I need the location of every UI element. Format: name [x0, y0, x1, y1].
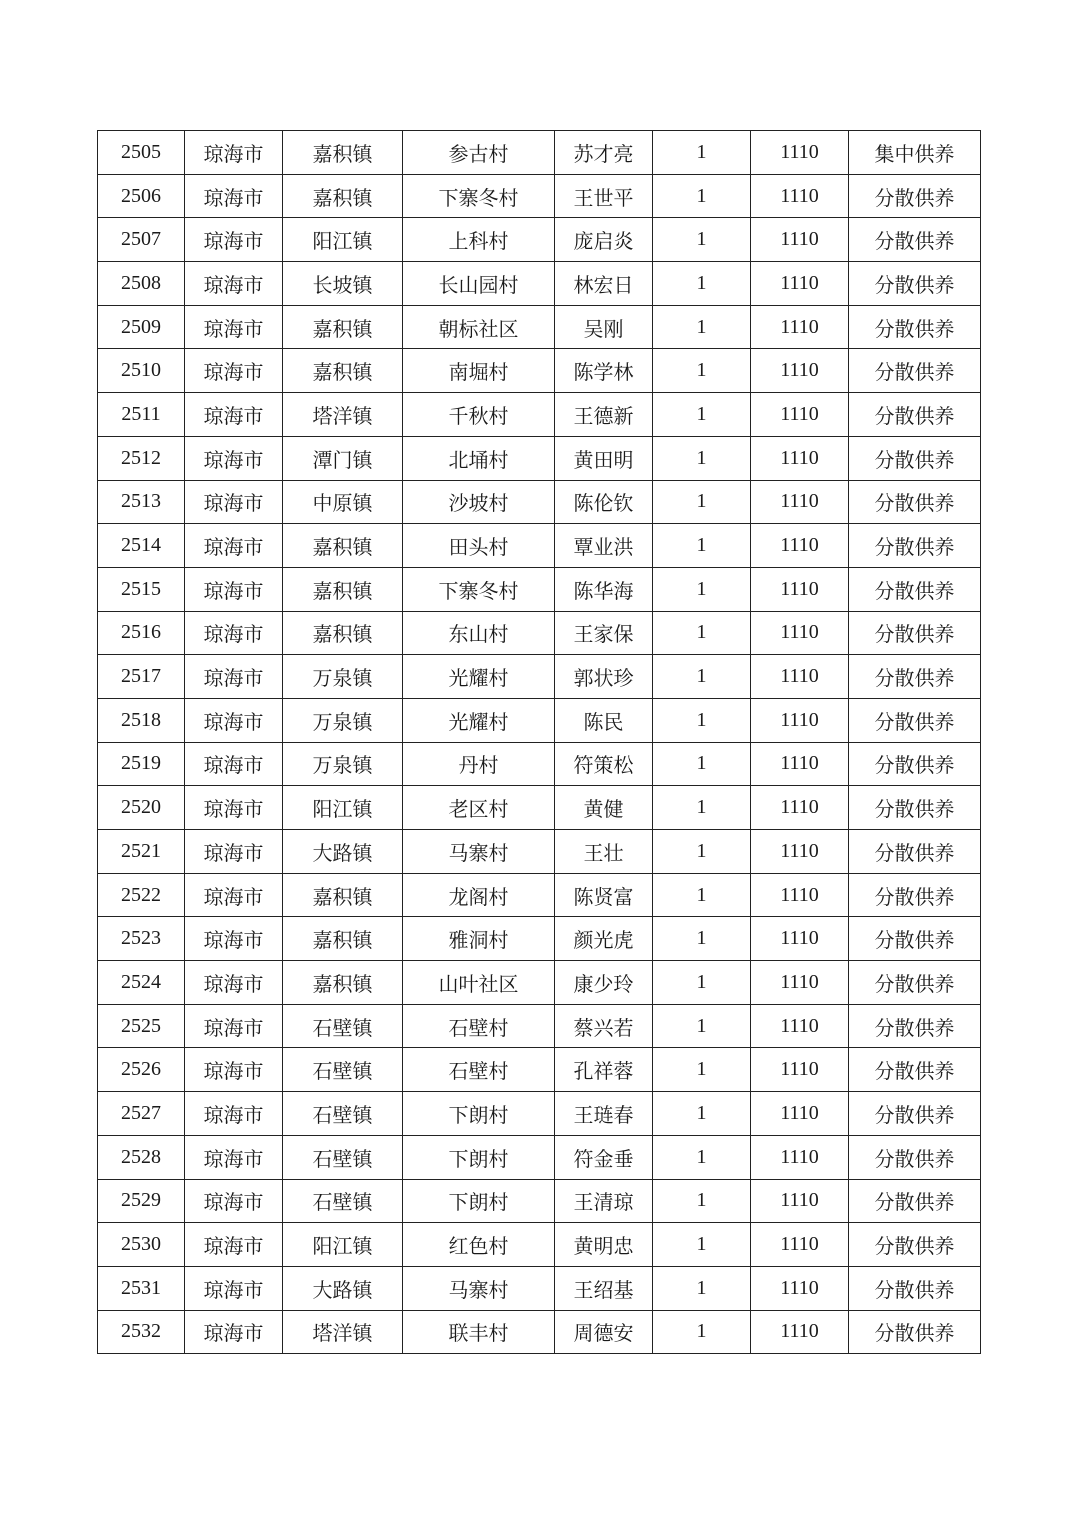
cell-amount: 1110 — [751, 961, 849, 1005]
cell-support-type: 分散供养 — [849, 611, 981, 655]
cell-city: 琼海市 — [185, 393, 283, 437]
cell-name: 陈学林 — [555, 349, 653, 393]
cell-village: 下寨冬村 — [403, 567, 555, 611]
cell-town: 阳江镇 — [283, 1223, 403, 1267]
cell-name: 颜光虎 — [555, 917, 653, 961]
table-row — [98, 655, 981, 699]
cell-count: 1 — [653, 1179, 751, 1223]
cell-count: 1 — [653, 349, 751, 393]
table-row — [98, 305, 981, 349]
cell-town: 大路镇 — [283, 1266, 403, 1310]
cell-town: 嘉积镇 — [283, 961, 403, 1005]
cell-village: 长山园村 — [403, 262, 555, 306]
cell-village: 千秋村 — [403, 393, 555, 437]
cell-city: 琼海市 — [185, 655, 283, 699]
cell-amount: 1110 — [751, 174, 849, 218]
cell-town: 万泉镇 — [283, 698, 403, 742]
cell-town: 万泉镇 — [283, 742, 403, 786]
cell-amount: 1110 — [751, 567, 849, 611]
table-row — [98, 131, 981, 175]
cell-village: 马寨村 — [403, 830, 555, 874]
table-row — [98, 1135, 981, 1179]
cell-city: 琼海市 — [185, 1223, 283, 1267]
cell-city: 琼海市 — [185, 873, 283, 917]
cell-name: 王绍基 — [555, 1266, 653, 1310]
cell-support-type: 分散供养 — [849, 1135, 981, 1179]
cell-city: 琼海市 — [185, 961, 283, 1005]
cell-name: 王世平 — [555, 174, 653, 218]
cell-amount: 1110 — [751, 917, 849, 961]
cell-row-number: 2522 — [98, 873, 185, 917]
cell-amount: 1110 — [751, 698, 849, 742]
cell-city: 琼海市 — [185, 1092, 283, 1136]
cell-village: 北埇村 — [403, 436, 555, 480]
cell-row-number: 2507 — [98, 218, 185, 262]
cell-row-number: 2512 — [98, 436, 185, 480]
cell-village: 石壁村 — [403, 1004, 555, 1048]
cell-support-type: 分散供养 — [849, 524, 981, 568]
cell-name: 陈伦钦 — [555, 480, 653, 524]
cell-count: 1 — [653, 436, 751, 480]
cell-support-type: 分散供养 — [849, 1092, 981, 1136]
cell-city: 琼海市 — [185, 218, 283, 262]
cell-support-type: 分散供养 — [849, 1179, 981, 1223]
cell-support-type: 分散供养 — [849, 174, 981, 218]
cell-count: 1 — [653, 742, 751, 786]
table-row — [98, 567, 981, 611]
cell-row-number: 2508 — [98, 262, 185, 306]
cell-name: 黄明忠 — [555, 1223, 653, 1267]
cell-support-type: 分散供养 — [849, 1223, 981, 1267]
cell-count: 1 — [653, 1223, 751, 1267]
cell-row-number: 2510 — [98, 349, 185, 393]
table-row — [98, 611, 981, 655]
cell-amount: 1110 — [751, 305, 849, 349]
cell-count: 1 — [653, 611, 751, 655]
cell-support-type: 分散供养 — [849, 830, 981, 874]
cell-town: 嘉积镇 — [283, 305, 403, 349]
cell-name: 林宏日 — [555, 262, 653, 306]
cell-village: 红色村 — [403, 1223, 555, 1267]
cell-city: 琼海市 — [185, 1266, 283, 1310]
cell-town: 石壁镇 — [283, 1048, 403, 1092]
cell-row-number: 2509 — [98, 305, 185, 349]
cell-village: 雅洞村 — [403, 917, 555, 961]
cell-amount: 1110 — [751, 742, 849, 786]
cell-town: 嘉积镇 — [283, 873, 403, 917]
cell-row-number: 2526 — [98, 1048, 185, 1092]
cell-city: 琼海市 — [185, 698, 283, 742]
table-row — [98, 1310, 981, 1354]
table-row — [98, 917, 981, 961]
cell-amount: 1110 — [751, 1135, 849, 1179]
cell-town: 长坡镇 — [283, 262, 403, 306]
cell-row-number: 2511 — [98, 393, 185, 437]
table-row — [98, 1266, 981, 1310]
cell-count: 1 — [653, 1004, 751, 1048]
cell-town: 嘉积镇 — [283, 917, 403, 961]
table-row — [98, 698, 981, 742]
cell-amount: 1110 — [751, 1004, 849, 1048]
table-body — [98, 131, 981, 1354]
cell-city: 琼海市 — [185, 1004, 283, 1048]
table-row — [98, 873, 981, 917]
table-row — [98, 1223, 981, 1267]
cell-name: 符金垂 — [555, 1135, 653, 1179]
table-row — [98, 786, 981, 830]
cell-support-type: 分散供养 — [849, 917, 981, 961]
cell-town: 阳江镇 — [283, 218, 403, 262]
cell-city: 琼海市 — [185, 524, 283, 568]
cell-row-number: 2523 — [98, 917, 185, 961]
cell-row-number: 2528 — [98, 1135, 185, 1179]
cell-name: 王德新 — [555, 393, 653, 437]
cell-town: 嘉积镇 — [283, 131, 403, 175]
cell-row-number: 2529 — [98, 1179, 185, 1223]
cell-village: 下寨冬村 — [403, 174, 555, 218]
cell-town: 嘉积镇 — [283, 174, 403, 218]
cell-row-number: 2506 — [98, 174, 185, 218]
cell-amount: 1110 — [751, 436, 849, 480]
cell-name: 符策松 — [555, 742, 653, 786]
cell-town: 石壁镇 — [283, 1092, 403, 1136]
cell-village: 朝标社区 — [403, 305, 555, 349]
cell-count: 1 — [653, 305, 751, 349]
table-row — [98, 218, 981, 262]
table-row — [98, 742, 981, 786]
cell-village: 石壁村 — [403, 1048, 555, 1092]
cell-row-number: 2517 — [98, 655, 185, 699]
cell-count: 1 — [653, 1048, 751, 1092]
cell-support-type: 分散供养 — [849, 436, 981, 480]
table-row — [98, 393, 981, 437]
cell-city: 琼海市 — [185, 742, 283, 786]
cell-village: 南堀村 — [403, 349, 555, 393]
cell-name: 苏才亮 — [555, 131, 653, 175]
cell-row-number: 2531 — [98, 1266, 185, 1310]
table-row — [98, 830, 981, 874]
cell-support-type: 分散供养 — [849, 1266, 981, 1310]
cell-town: 中原镇 — [283, 480, 403, 524]
cell-support-type: 分散供养 — [849, 786, 981, 830]
cell-count: 1 — [653, 567, 751, 611]
cell-support-type: 分散供养 — [849, 742, 981, 786]
cell-city: 琼海市 — [185, 611, 283, 655]
cell-name: 陈民 — [555, 698, 653, 742]
cell-count: 1 — [653, 961, 751, 1005]
cell-row-number: 2524 — [98, 961, 185, 1005]
cell-amount: 1110 — [751, 131, 849, 175]
cell-town: 塔洋镇 — [283, 393, 403, 437]
cell-row-number: 2518 — [98, 698, 185, 742]
cell-city: 琼海市 — [185, 1179, 283, 1223]
cell-row-number: 2519 — [98, 742, 185, 786]
cell-support-type: 分散供养 — [849, 1048, 981, 1092]
cell-row-number: 2505 — [98, 131, 185, 175]
cell-amount: 1110 — [751, 873, 849, 917]
cell-support-type: 分散供养 — [849, 698, 981, 742]
cell-village: 光耀村 — [403, 698, 555, 742]
cell-amount: 1110 — [751, 262, 849, 306]
cell-amount: 1110 — [751, 524, 849, 568]
cell-row-number: 2525 — [98, 1004, 185, 1048]
cell-city: 琼海市 — [185, 1310, 283, 1354]
cell-support-type: 分散供养 — [849, 961, 981, 1005]
cell-amount: 1110 — [751, 655, 849, 699]
cell-row-number: 2513 — [98, 480, 185, 524]
cell-count: 1 — [653, 917, 751, 961]
cell-town: 万泉镇 — [283, 655, 403, 699]
cell-town: 嘉积镇 — [283, 524, 403, 568]
cell-amount: 1110 — [751, 480, 849, 524]
cell-name: 康少玲 — [555, 961, 653, 1005]
table-row — [98, 436, 981, 480]
cell-amount: 1110 — [751, 349, 849, 393]
cell-count: 1 — [653, 218, 751, 262]
cell-town: 嘉积镇 — [283, 611, 403, 655]
cell-town: 大路镇 — [283, 830, 403, 874]
cell-name: 王清琼 — [555, 1179, 653, 1223]
cell-village: 光耀村 — [403, 655, 555, 699]
cell-village: 沙坡村 — [403, 480, 555, 524]
cell-support-type: 集中供养 — [849, 131, 981, 175]
table-row — [98, 524, 981, 568]
cell-support-type: 分散供养 — [849, 393, 981, 437]
cell-name: 陈贤富 — [555, 873, 653, 917]
cell-amount: 1110 — [751, 393, 849, 437]
cell-name: 庞启炎 — [555, 218, 653, 262]
cell-amount: 1110 — [751, 1092, 849, 1136]
cell-name: 覃业洪 — [555, 524, 653, 568]
cell-row-number: 2530 — [98, 1223, 185, 1267]
cell-village: 山叶社区 — [403, 961, 555, 1005]
cell-village: 下朗村 — [403, 1135, 555, 1179]
cell-count: 1 — [653, 393, 751, 437]
cell-support-type: 分散供养 — [849, 305, 981, 349]
cell-village: 马寨村 — [403, 1266, 555, 1310]
table-row — [98, 1179, 981, 1223]
table-row — [98, 1048, 981, 1092]
cell-amount: 1110 — [751, 1179, 849, 1223]
cell-support-type: 分散供养 — [849, 349, 981, 393]
table-row — [98, 262, 981, 306]
cell-city: 琼海市 — [185, 786, 283, 830]
cell-support-type: 分散供养 — [849, 218, 981, 262]
cell-support-type: 分散供养 — [849, 655, 981, 699]
table-row — [98, 961, 981, 1005]
cell-name: 郭状珍 — [555, 655, 653, 699]
cell-count: 1 — [653, 1092, 751, 1136]
cell-count: 1 — [653, 480, 751, 524]
table-row — [98, 174, 981, 218]
cell-city: 琼海市 — [185, 262, 283, 306]
cell-village: 参古村 — [403, 131, 555, 175]
cell-name: 王琏春 — [555, 1092, 653, 1136]
cell-city: 琼海市 — [185, 917, 283, 961]
cell-city: 琼海市 — [185, 1048, 283, 1092]
cell-name: 王壮 — [555, 830, 653, 874]
cell-row-number: 2514 — [98, 524, 185, 568]
data-table — [97, 130, 981, 1354]
cell-support-type: 分散供养 — [849, 873, 981, 917]
table-row — [98, 1092, 981, 1136]
cell-village: 龙阁村 — [403, 873, 555, 917]
cell-count: 1 — [653, 655, 751, 699]
cell-village: 老区村 — [403, 786, 555, 830]
cell-city: 琼海市 — [185, 305, 283, 349]
cell-city: 琼海市 — [185, 436, 283, 480]
cell-count: 1 — [653, 830, 751, 874]
cell-support-type: 分散供养 — [849, 262, 981, 306]
cell-name: 吴刚 — [555, 305, 653, 349]
cell-town: 潭门镇 — [283, 436, 403, 480]
cell-village: 田头村 — [403, 524, 555, 568]
cell-count: 1 — [653, 786, 751, 830]
cell-row-number: 2515 — [98, 567, 185, 611]
cell-town: 嘉积镇 — [283, 349, 403, 393]
cell-town: 嘉积镇 — [283, 567, 403, 611]
cell-town: 石壁镇 — [283, 1004, 403, 1048]
cell-city: 琼海市 — [185, 1135, 283, 1179]
cell-name: 蔡兴若 — [555, 1004, 653, 1048]
cell-count: 1 — [653, 524, 751, 568]
cell-count: 1 — [653, 1310, 751, 1354]
cell-town: 石壁镇 — [283, 1179, 403, 1223]
table-row — [98, 1004, 981, 1048]
cell-amount: 1110 — [751, 1048, 849, 1092]
cell-name: 黄健 — [555, 786, 653, 830]
cell-support-type: 分散供养 — [849, 1004, 981, 1048]
cell-village: 下朗村 — [403, 1092, 555, 1136]
cell-village: 上科村 — [403, 218, 555, 262]
cell-count: 1 — [653, 174, 751, 218]
cell-town: 阳江镇 — [283, 786, 403, 830]
cell-count: 1 — [653, 131, 751, 175]
cell-row-number: 2532 — [98, 1310, 185, 1354]
cell-amount: 1110 — [751, 830, 849, 874]
cell-city: 琼海市 — [185, 830, 283, 874]
cell-row-number: 2516 — [98, 611, 185, 655]
cell-amount: 1110 — [751, 1310, 849, 1354]
cell-amount: 1110 — [751, 1223, 849, 1267]
cell-name: 周德安 — [555, 1310, 653, 1354]
cell-village: 丹村 — [403, 742, 555, 786]
cell-village: 下朗村 — [403, 1179, 555, 1223]
cell-support-type: 分散供养 — [849, 480, 981, 524]
cell-amount: 1110 — [751, 218, 849, 262]
cell-row-number: 2521 — [98, 830, 185, 874]
cell-amount: 1110 — [751, 611, 849, 655]
cell-name: 黄田明 — [555, 436, 653, 480]
cell-count: 1 — [653, 1135, 751, 1179]
cell-support-type: 分散供养 — [849, 567, 981, 611]
cell-name: 孔祥蓉 — [555, 1048, 653, 1092]
cell-village: 联丰村 — [403, 1310, 555, 1354]
cell-city: 琼海市 — [185, 349, 283, 393]
cell-row-number: 2520 — [98, 786, 185, 830]
cell-city: 琼海市 — [185, 174, 283, 218]
cell-row-number: 2527 — [98, 1092, 185, 1136]
cell-town: 石壁镇 — [283, 1135, 403, 1179]
cell-count: 1 — [653, 873, 751, 917]
cell-name: 王家保 — [555, 611, 653, 655]
cell-name: 陈华海 — [555, 567, 653, 611]
cell-count: 1 — [653, 698, 751, 742]
cell-village: 东山村 — [403, 611, 555, 655]
cell-count: 1 — [653, 1266, 751, 1310]
cell-count: 1 — [653, 262, 751, 306]
cell-town: 塔洋镇 — [283, 1310, 403, 1354]
cell-city: 琼海市 — [185, 567, 283, 611]
cell-amount: 1110 — [751, 1266, 849, 1310]
cell-support-type: 分散供养 — [849, 1310, 981, 1354]
table-row — [98, 349, 981, 393]
cell-city: 琼海市 — [185, 480, 283, 524]
cell-amount: 1110 — [751, 786, 849, 830]
cell-city: 琼海市 — [185, 131, 283, 175]
table-row — [98, 480, 981, 524]
